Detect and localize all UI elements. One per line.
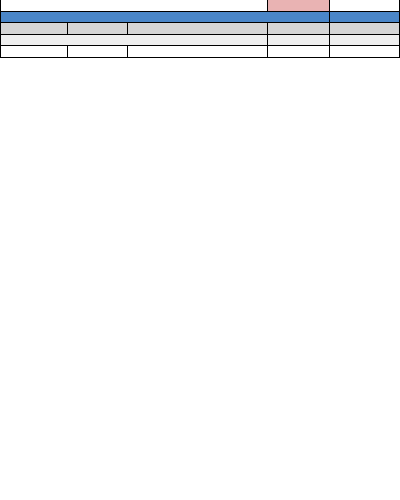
carryover-label	[0, 35, 268, 47]
ledger-sheet	[0, 0, 400, 58]
carryover-amount-row	[0, 46, 400, 58]
expense-total-note	[330, 0, 400, 12]
income-section-row	[0, 12, 400, 24]
income-header-row	[0, 23, 400, 35]
header-note	[330, 23, 400, 35]
carryover-label-row	[0, 35, 400, 47]
header-account	[68, 23, 128, 35]
income-section-title	[0, 12, 330, 24]
header-summary	[128, 23, 268, 35]
income-section-blank	[330, 12, 400, 24]
carryover-amount	[268, 46, 330, 58]
expense-total-amount	[268, 0, 330, 12]
header-income	[268, 23, 330, 35]
expense-total-label	[0, 0, 268, 12]
header-date	[0, 23, 68, 35]
expense-total-row	[0, 0, 400, 12]
